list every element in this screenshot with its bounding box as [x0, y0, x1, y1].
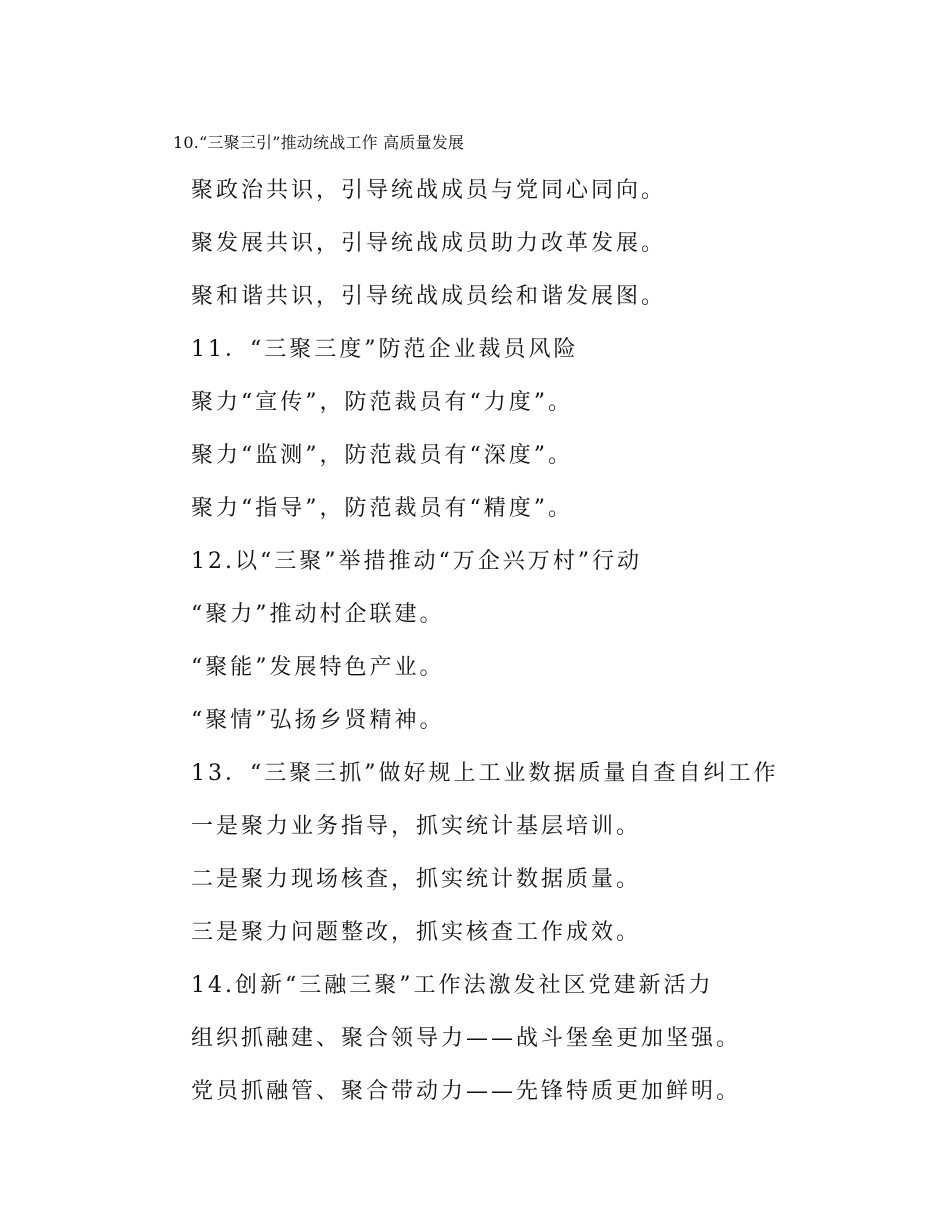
- body-line-5: 聚力“宣传”，防范裁员有“力度”。: [191, 390, 573, 415]
- body-line-11: “聚情”弘扬乡贤精神。: [191, 708, 445, 733]
- body-line-17: 组织抓融建、聚合领导力——战斗堡垒更加坚强。: [191, 1026, 742, 1051]
- body-line-6: 聚力“监测”，防范裁员有“深度”。: [191, 443, 573, 468]
- body-line-9: “聚力”推动村企联建。: [191, 602, 445, 627]
- body-line-7: 聚力“指导”，防范裁员有“精度”。: [191, 496, 573, 521]
- body-line-13: 一是聚力业务指导，抓实统计基层培训。: [191, 814, 642, 839]
- section-heading-10: 10.“三聚三引”推动统战工作 高质量发展: [173, 133, 465, 152]
- body-line-1: 聚政治共识，引导统战成员与党同心同向。: [191, 178, 667, 203]
- body-line-3: 聚和谐共识，引导统战成员绘和谐发展图。: [191, 284, 667, 309]
- body-line-10: “聚能”发展特色产业。: [191, 655, 445, 680]
- section-heading-13: 13．“三聚三抓”做好规上工业数据质量自查自纠工作: [191, 761, 779, 786]
- body-line-14: 二是聚力现场核查，抓实统计数据质量。: [191, 867, 642, 892]
- body-line-15: 三是聚力问题整改，抓实核查工作成效。: [191, 920, 642, 945]
- body-line-18: 党员抓融管、聚合带动力——先锋特质更加鲜明。: [191, 1079, 742, 1104]
- section-heading-14: 14.创新“三融三聚”工作法激发社区党建新活力: [191, 973, 714, 998]
- body-line-2: 聚发展共识，引导统战成员助力改革发展。: [191, 231, 667, 256]
- section-heading-12: 12.以“三聚”举措推动“万企兴万村”行动: [191, 549, 642, 574]
- section-heading-11: 11．“三聚三度”防范企业裁员风险: [191, 337, 579, 362]
